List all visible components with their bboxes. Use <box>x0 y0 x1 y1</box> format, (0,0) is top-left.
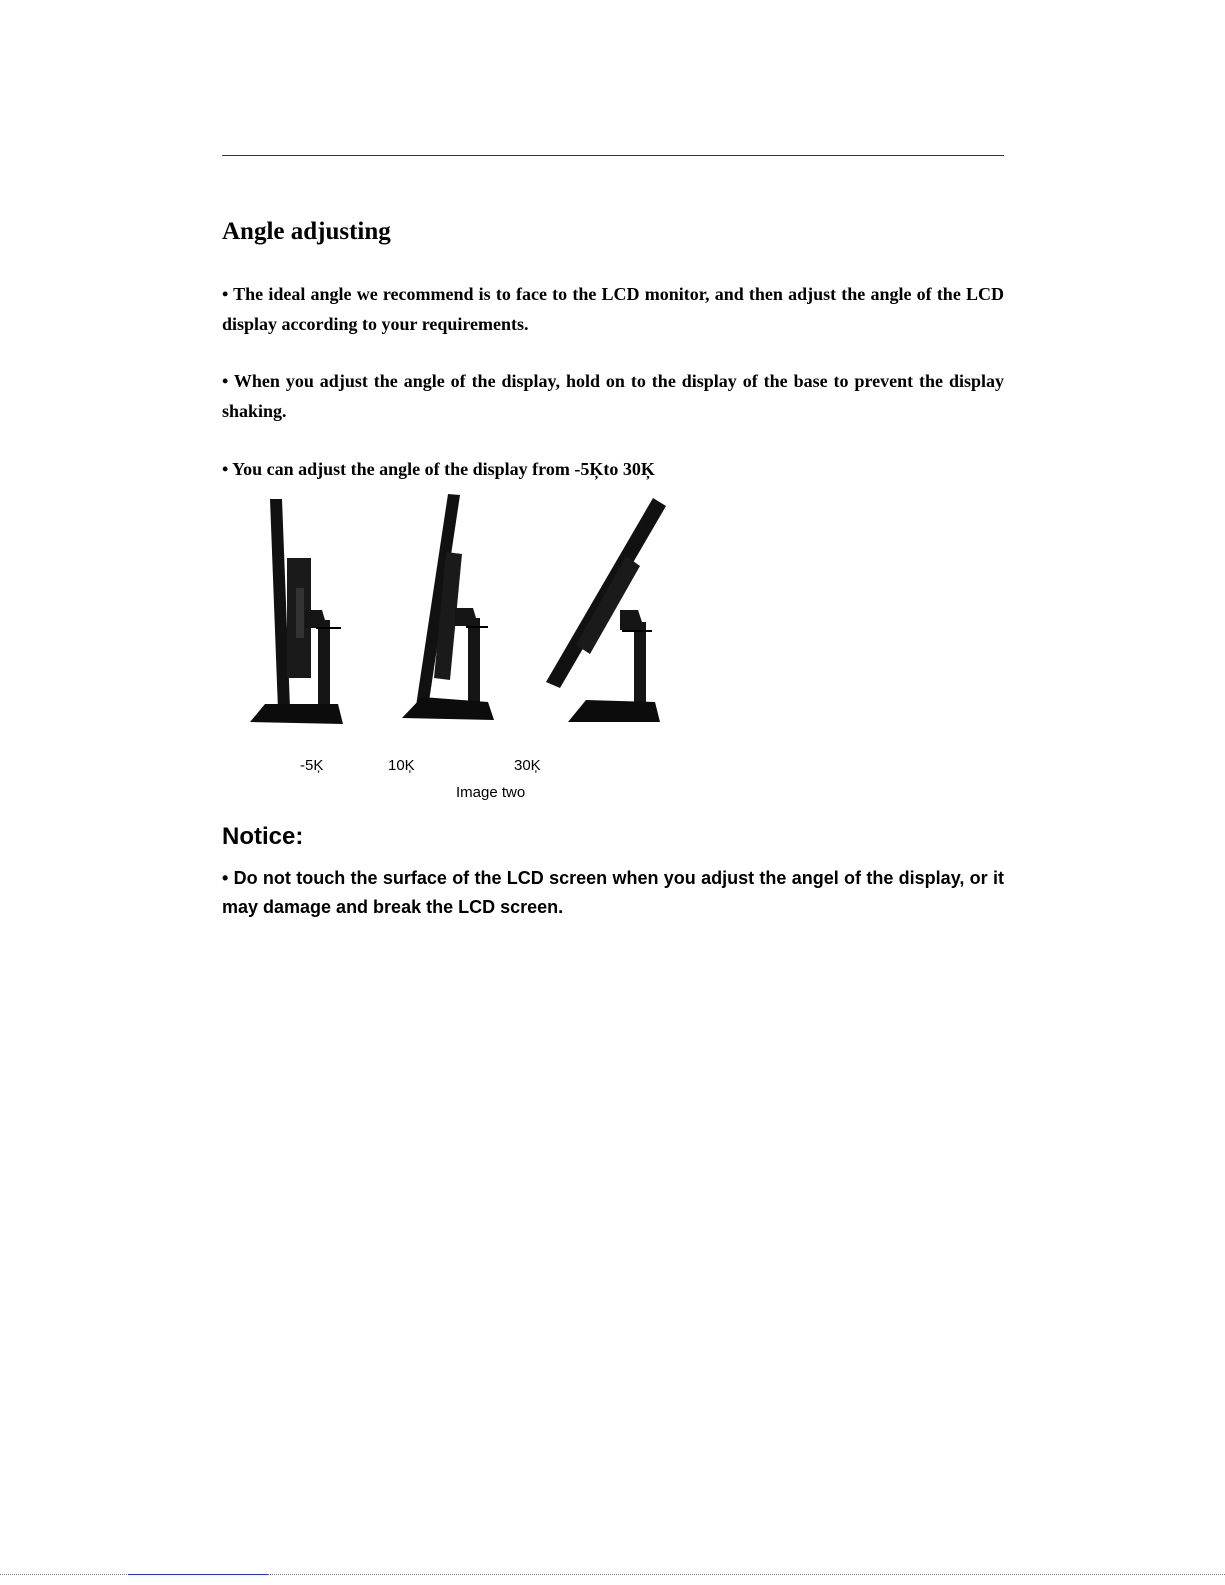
bullet-ideal-angle: • The ideal angle we recommend is to face to the LCD monitor, and then adjust the angle of the LCD display according to your requirements. <box>222 284 1004 334</box>
angle-label-minus5: -5Ķ <box>300 757 324 774</box>
bullet-hold-display: • When you adjust the angle of the display, hold on to the display of the base to prevent the display shaking. <box>222 371 1004 421</box>
bullet-angle-range: • You can adjust the angle of the display from -5Ķto 30Ķ <box>222 459 655 479</box>
notice-text: • Do not touch the surface of the LCD screen when you adjust the angel of the display, or it may damage and break the LCD screen. <box>222 868 1004 917</box>
notice-title: Notice: <box>222 823 304 850</box>
monitor-side-view-10 <box>402 494 494 720</box>
header-rule <box>222 155 1004 156</box>
monitor-side-view-minus5 <box>250 499 343 724</box>
page-bottom-link-mark <box>128 1574 268 1575</box>
figure-caption: Image two <box>456 784 526 801</box>
angle-label-30: 30Ķ <box>514 757 541 774</box>
angle-label-10: 10Ķ <box>388 757 415 774</box>
section-title: Angle adjusting <box>222 218 391 245</box>
monitor-side-view-30 <box>546 498 666 722</box>
monitor-angle-figure <box>230 490 700 745</box>
